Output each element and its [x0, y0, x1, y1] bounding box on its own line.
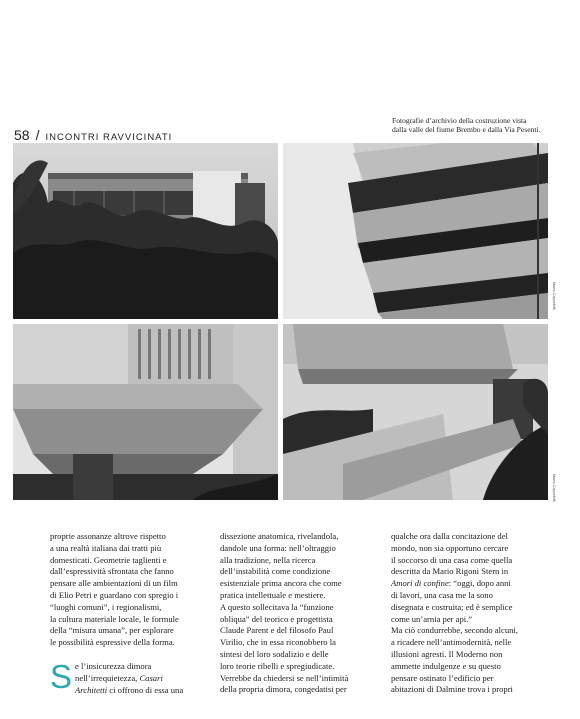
- photo-caption: Fotografie d’archivio della costruzione vista dalla valle del fiume Brembo e dalla Via Pesenti.: [392, 116, 541, 134]
- text-line: dell’instabilità come condizione: [220, 566, 331, 577]
- text-line: abitazioni di Dalmine trova i propri: [391, 684, 513, 695]
- text-line: pensare ostinato l’edificio per: [391, 672, 494, 683]
- text-line: “luoghi comuni”, i regionalismi,: [50, 601, 162, 612]
- text-line: dall’espressività sfrontata che fanno: [50, 566, 174, 577]
- text-line: Virilio, che in essa riconobbero la: [220, 637, 336, 648]
- text-line: Claude Parent e del filosofo Paul: [220, 625, 334, 636]
- photo-credit: Marco Cappelletti: [552, 474, 556, 502]
- text-line: [75, 685, 183, 697]
- photo-cantilever-underside: [13, 324, 278, 500]
- text-line: [75, 673, 183, 685]
- text-line: domesticati. Geometrie taglienti e: [50, 554, 167, 565]
- text-fragment: : “oggi, dopo anni: [448, 578, 511, 589]
- photo-cantilevered-balconies: [283, 143, 548, 319]
- section-title: INCONTRI RAVVICINATI: [45, 132, 173, 143]
- text-line: esistenziale prima ancora che come: [220, 578, 342, 589]
- text-line: loro teorie ribelli e spregiudicate.: [220, 660, 335, 671]
- text-line: disegnata e costruita; ed è semplice: [391, 601, 513, 612]
- text-line: ammette indulgenze e su questo: [391, 660, 501, 671]
- text-line: e l’insicurezza dimora: [75, 660, 152, 671]
- text-line: illusioni agresti. Il Moderno non: [391, 648, 503, 659]
- text-line: della propria dimora, congedatisi per: [220, 684, 347, 695]
- text-line: a ricadere nell’antimodernità, nelle: [391, 637, 512, 648]
- text-line: pensare alle ambientazioni di un film: [50, 578, 178, 589]
- text-fragment: ci offrono di essa una: [107, 684, 184, 695]
- text-line: il soccorso di una casa come quella: [391, 554, 513, 565]
- page-number: 58: [14, 127, 30, 143]
- text-column-2: [220, 531, 366, 696]
- text-line: la cultura materiale locale, le formule: [50, 613, 179, 624]
- photo-terrace-view: [283, 324, 548, 500]
- text-line: della “misura umana”, per esplorare: [50, 625, 174, 636]
- drop-cap: S: [50, 657, 73, 695]
- text-line: a una realtà italiana dai tratti più: [50, 542, 162, 553]
- text-line: A questo sollecitava la “funzione: [220, 601, 334, 612]
- text-line: pratica intellettuale e mestiere.: [220, 589, 326, 600]
- text-line: descritta da Mario Rigoni Stern in: [391, 566, 509, 577]
- header-separator: /: [35, 127, 40, 143]
- text-line: dissezione anatomica, rivelandola,: [220, 531, 339, 541]
- text-line: obliqua” del teorico e progettista: [220, 613, 333, 624]
- photo-building-facade: [13, 143, 278, 319]
- text-line: [391, 578, 537, 590]
- text-line: proprie assonanze altrove rispetto: [50, 531, 166, 541]
- text-column-3: [391, 531, 537, 696]
- text-line: qualche ora dalla concitazione del: [391, 531, 508, 541]
- text-line: dandole una forma: nell’oltraggio: [220, 542, 336, 553]
- text-line: Verrebbe da chiedersi se nell’intimità: [220, 672, 349, 683]
- book-title: Amori di confine: [391, 578, 449, 589]
- text-line: come un’arnia per api.”: [391, 613, 473, 624]
- dropcap-paragraph: [50, 657, 196, 696]
- text-line: alla tradizione, nella ricerca: [220, 554, 316, 565]
- page-header: [14, 127, 172, 143]
- text-line: le possibilità espressive della forma.: [50, 637, 175, 648]
- text-line: di Elio Petri e guardano con spregio i: [50, 589, 179, 600]
- text-line: Ma ciò condurrebbe, secondo alcuni,: [391, 625, 518, 636]
- text-column-1: [50, 531, 196, 696]
- photo-credit: Marco Cappelletti: [552, 282, 556, 310]
- architect-name: Architetti: [75, 684, 108, 695]
- text-line: mondo, non sia opportuno cercare: [391, 542, 509, 553]
- text-fragment: nell’irrequietezza,: [75, 672, 140, 683]
- architect-name: Casari: [139, 672, 163, 683]
- text-line: di lavori, una casa me la sono: [391, 589, 493, 600]
- text-line: sintesi del loro sodalizio e delle: [220, 648, 329, 659]
